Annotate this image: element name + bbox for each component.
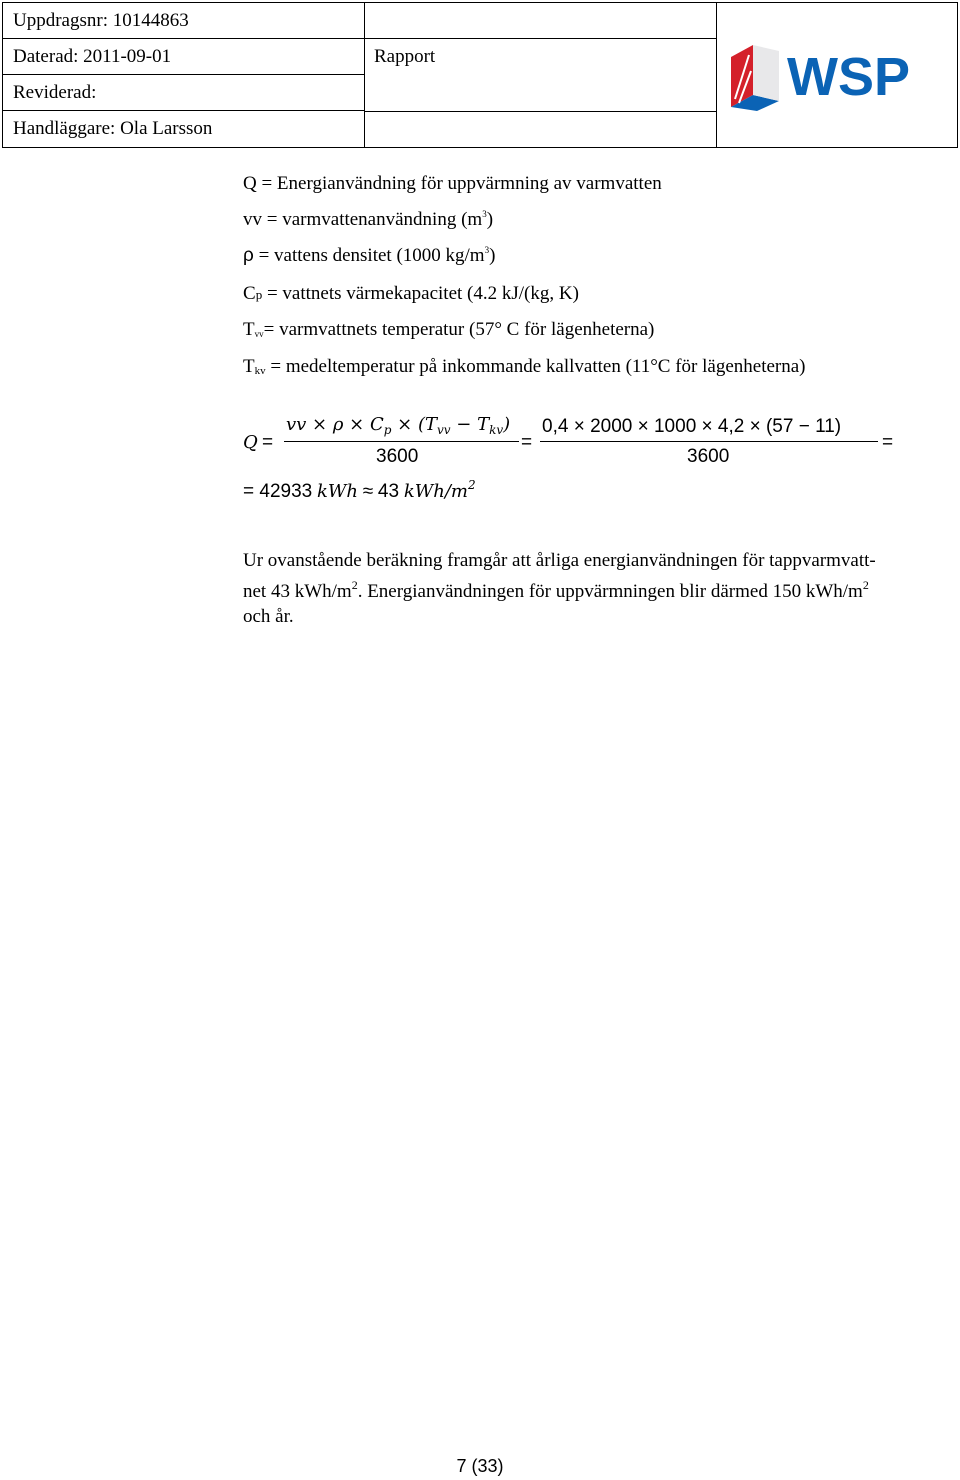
formula-lhs: Q <box>243 432 258 453</box>
handler: Handläggare: Ola Larsson <box>13 118 213 139</box>
vv-text: vv = varmvattenanvändning (m <box>243 209 483 230</box>
formula-eq-3: = <box>882 432 894 453</box>
definition-vv <box>243 209 493 231</box>
tvv-sub: vv <box>254 329 264 339</box>
definition-cp <box>243 283 579 305</box>
numerator-text: vv × ρ × C <box>286 414 384 435</box>
formula-eq-1: = <box>262 432 274 453</box>
document-header <box>2 2 958 148</box>
conclusion-line-2 <box>243 573 943 604</box>
rho-text: = vattens densitet (1000 kg/m <box>253 245 485 266</box>
result-sup: 2 <box>467 478 476 492</box>
result-unit: kWh <box>316 481 358 502</box>
header-left-column <box>3 3 365 147</box>
numerator-tvv-sub: vv <box>437 423 451 437</box>
header-empty-bottom <box>364 111 716 147</box>
conclusion-paragraph <box>243 548 943 629</box>
numerator-tkv-sub: kv <box>489 423 504 437</box>
revised: Reviderad: <box>3 75 364 111</box>
formula-result <box>243 478 476 503</box>
rho-symbol: ρ <box>243 245 254 266</box>
numerator-cp-sub: p <box>383 423 392 437</box>
definition-tvv <box>243 319 654 341</box>
logo-text: WSP <box>787 47 911 107</box>
header-middle-column <box>364 3 717 147</box>
rho-sup: 3 <box>484 245 490 255</box>
fraction-line-2 <box>540 441 878 442</box>
wsp-logo <box>727 41 937 111</box>
result-value: 43 <box>377 481 400 502</box>
tkv-t: T <box>243 356 255 377</box>
document-type: Rapport <box>374 46 436 67</box>
tvv-t: T <box>243 319 255 340</box>
cp-c: C <box>243 283 256 304</box>
conclusion-line-1: Ur ovanstående beräkning framgår att årliga energianvändningen för tappvarmvatt- <box>243 550 876 571</box>
assignment-number: Uppdragsnr: 10144863 <box>3 3 364 39</box>
approx-symbol: ≈ <box>362 481 374 502</box>
definition-rho <box>243 245 495 267</box>
definition-tkv <box>243 356 806 378</box>
page-number: 7 (33) <box>456 1456 504 1476</box>
cp-text: = vattnets värmekapacitet (4.2 kJ/(kg, K) <box>262 283 579 304</box>
conclusion-sup-1: 2 <box>351 578 358 592</box>
numerator-t1: × (T <box>391 414 437 435</box>
numerator-minus: − T <box>450 414 490 435</box>
tvv-text: = varmvattnets temperatur (57° C för lägenheterna) <box>263 319 655 340</box>
definition-q: Q = Energianvändning för uppvärmning av varmvatten <box>243 173 662 194</box>
tkv-sub: kv <box>254 365 266 377</box>
formula-numerator-numeric: 0,4 × 2000 × 1000 × 4,2 × (57 − 11) <box>542 416 842 437</box>
formula-numerator-symbolic <box>286 414 510 437</box>
tkv-text: = medeltemperatur på inkommande kallvatten (11°C för lägenheterna) <box>265 356 806 377</box>
result-unit2: kWh/m <box>403 481 468 502</box>
vv-post: ) <box>486 209 494 230</box>
conclusion-line-3: och år. <box>243 606 294 627</box>
formula-denominator: 3600 <box>376 446 419 467</box>
formula-denominator-numeric: 3600 <box>687 446 730 467</box>
header-logo-column <box>717 3 957 147</box>
rho-post: ) <box>489 245 496 266</box>
formula-eq-2: = <box>521 432 533 453</box>
result-prefix: = 42933 <box>243 481 313 502</box>
cp-p: p <box>255 287 263 302</box>
conclusion-sup-2: 2 <box>862 578 869 592</box>
date: Daterad: 2011-09-01 <box>3 39 364 75</box>
conclusion-line-2b: . Energianvändningen för uppvärmningen blir därmed 150 kWh/m <box>357 581 863 602</box>
header-empty-top <box>364 3 716 39</box>
numerator-close: ) <box>503 414 511 435</box>
vv-sup: 3 <box>482 209 487 219</box>
fraction-line-1 <box>284 441 519 442</box>
conclusion-line-2a: net 43 kWh/m <box>243 581 352 602</box>
